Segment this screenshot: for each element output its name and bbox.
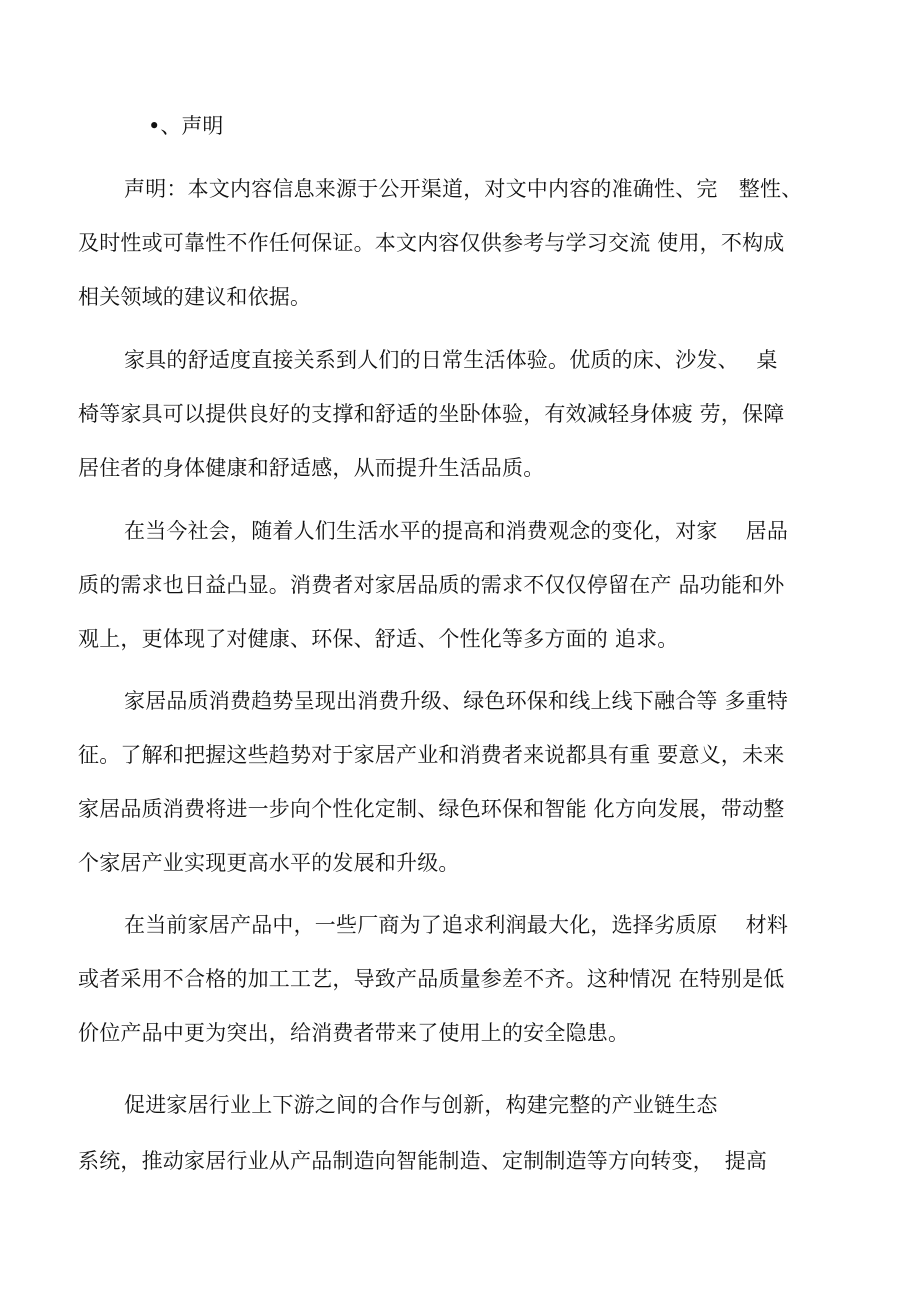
- paragraph-4-line-3: 家居品质消费将进一步向个性化定制、绿色环保和智能 化方向发展，带动整: [78, 797, 785, 821]
- paragraph-5-line-3: 价位产品中更为突出，给消费者带来了使用上的安全隐患。: [78, 1021, 630, 1045]
- paragraph-1-line-1: 声明：本文内容信息来源于公开渠道，对文中内容的准确性、完 整性、: [124, 177, 803, 201]
- paragraph-1-line-2: 及时性或可靠性不作任何保证。本文内容仅供参考与学习交流 使用，不构成: [78, 231, 785, 255]
- paragraph-6-line-1: 促进家居行业上下游之间的合作与创新，构建完整的产业链生态: [124, 1093, 718, 1117]
- paragraph-2-line-2: 椅等家具可以提供良好的支撑和舒适的坐卧体验，有效减轻身体疲 劳，保障: [78, 402, 785, 426]
- paragraph-5-line-2: 或者采用不合格的加工工艺，导致产品质量参差不齐。这种情况 在特别是低: [78, 967, 785, 991]
- paragraph-1-line-3: 相关领域的建议和依据。: [78, 285, 312, 309]
- paragraph-3-line-2: 质的需求也日益凸显。消费者对家居品质的需求不仅仅停留在产 品功能和外: [78, 573, 785, 597]
- paragraph-3-line-3: 观上，更体现了对健康、环保、舒适、个性化等多方面的 追求。: [78, 627, 679, 651]
- paragraph-5-line-1: 在当前家居产品中，一些厂商为了追求利润最大化，选择劣质原 材料: [124, 913, 789, 937]
- paragraph-4-line-1: 家居品质消费趋势呈现出消费升级、绿色环保和线上线下融合等 多重特: [124, 689, 789, 713]
- paragraph-4-line-2: 征。了解和把握这些趋势对于家居产业和消费者来说都具有重 要意义，未来: [78, 743, 785, 767]
- section-heading: •、声明: [148, 114, 224, 138]
- paragraph-3-line-1: 在当今社会，随着人们生活水平的提高和消费观念的变化，对家 居品: [124, 519, 789, 543]
- paragraph-4-line-4: 个家居产业实现更高水平的发展和升级。: [78, 851, 460, 875]
- paragraph-2-line-3: 居住者的身体健康和舒适感，从而提升生活品质。: [78, 456, 545, 480]
- paragraph-6-line-2: 系统，推动家居行业从产品制造向智能制造、定制制造等方向转变， 提高: [78, 1149, 768, 1173]
- paragraph-2-line-1: 家具的舒适度直接关系到人们的日常生活体验。优质的床、沙发、 桌: [124, 348, 778, 372]
